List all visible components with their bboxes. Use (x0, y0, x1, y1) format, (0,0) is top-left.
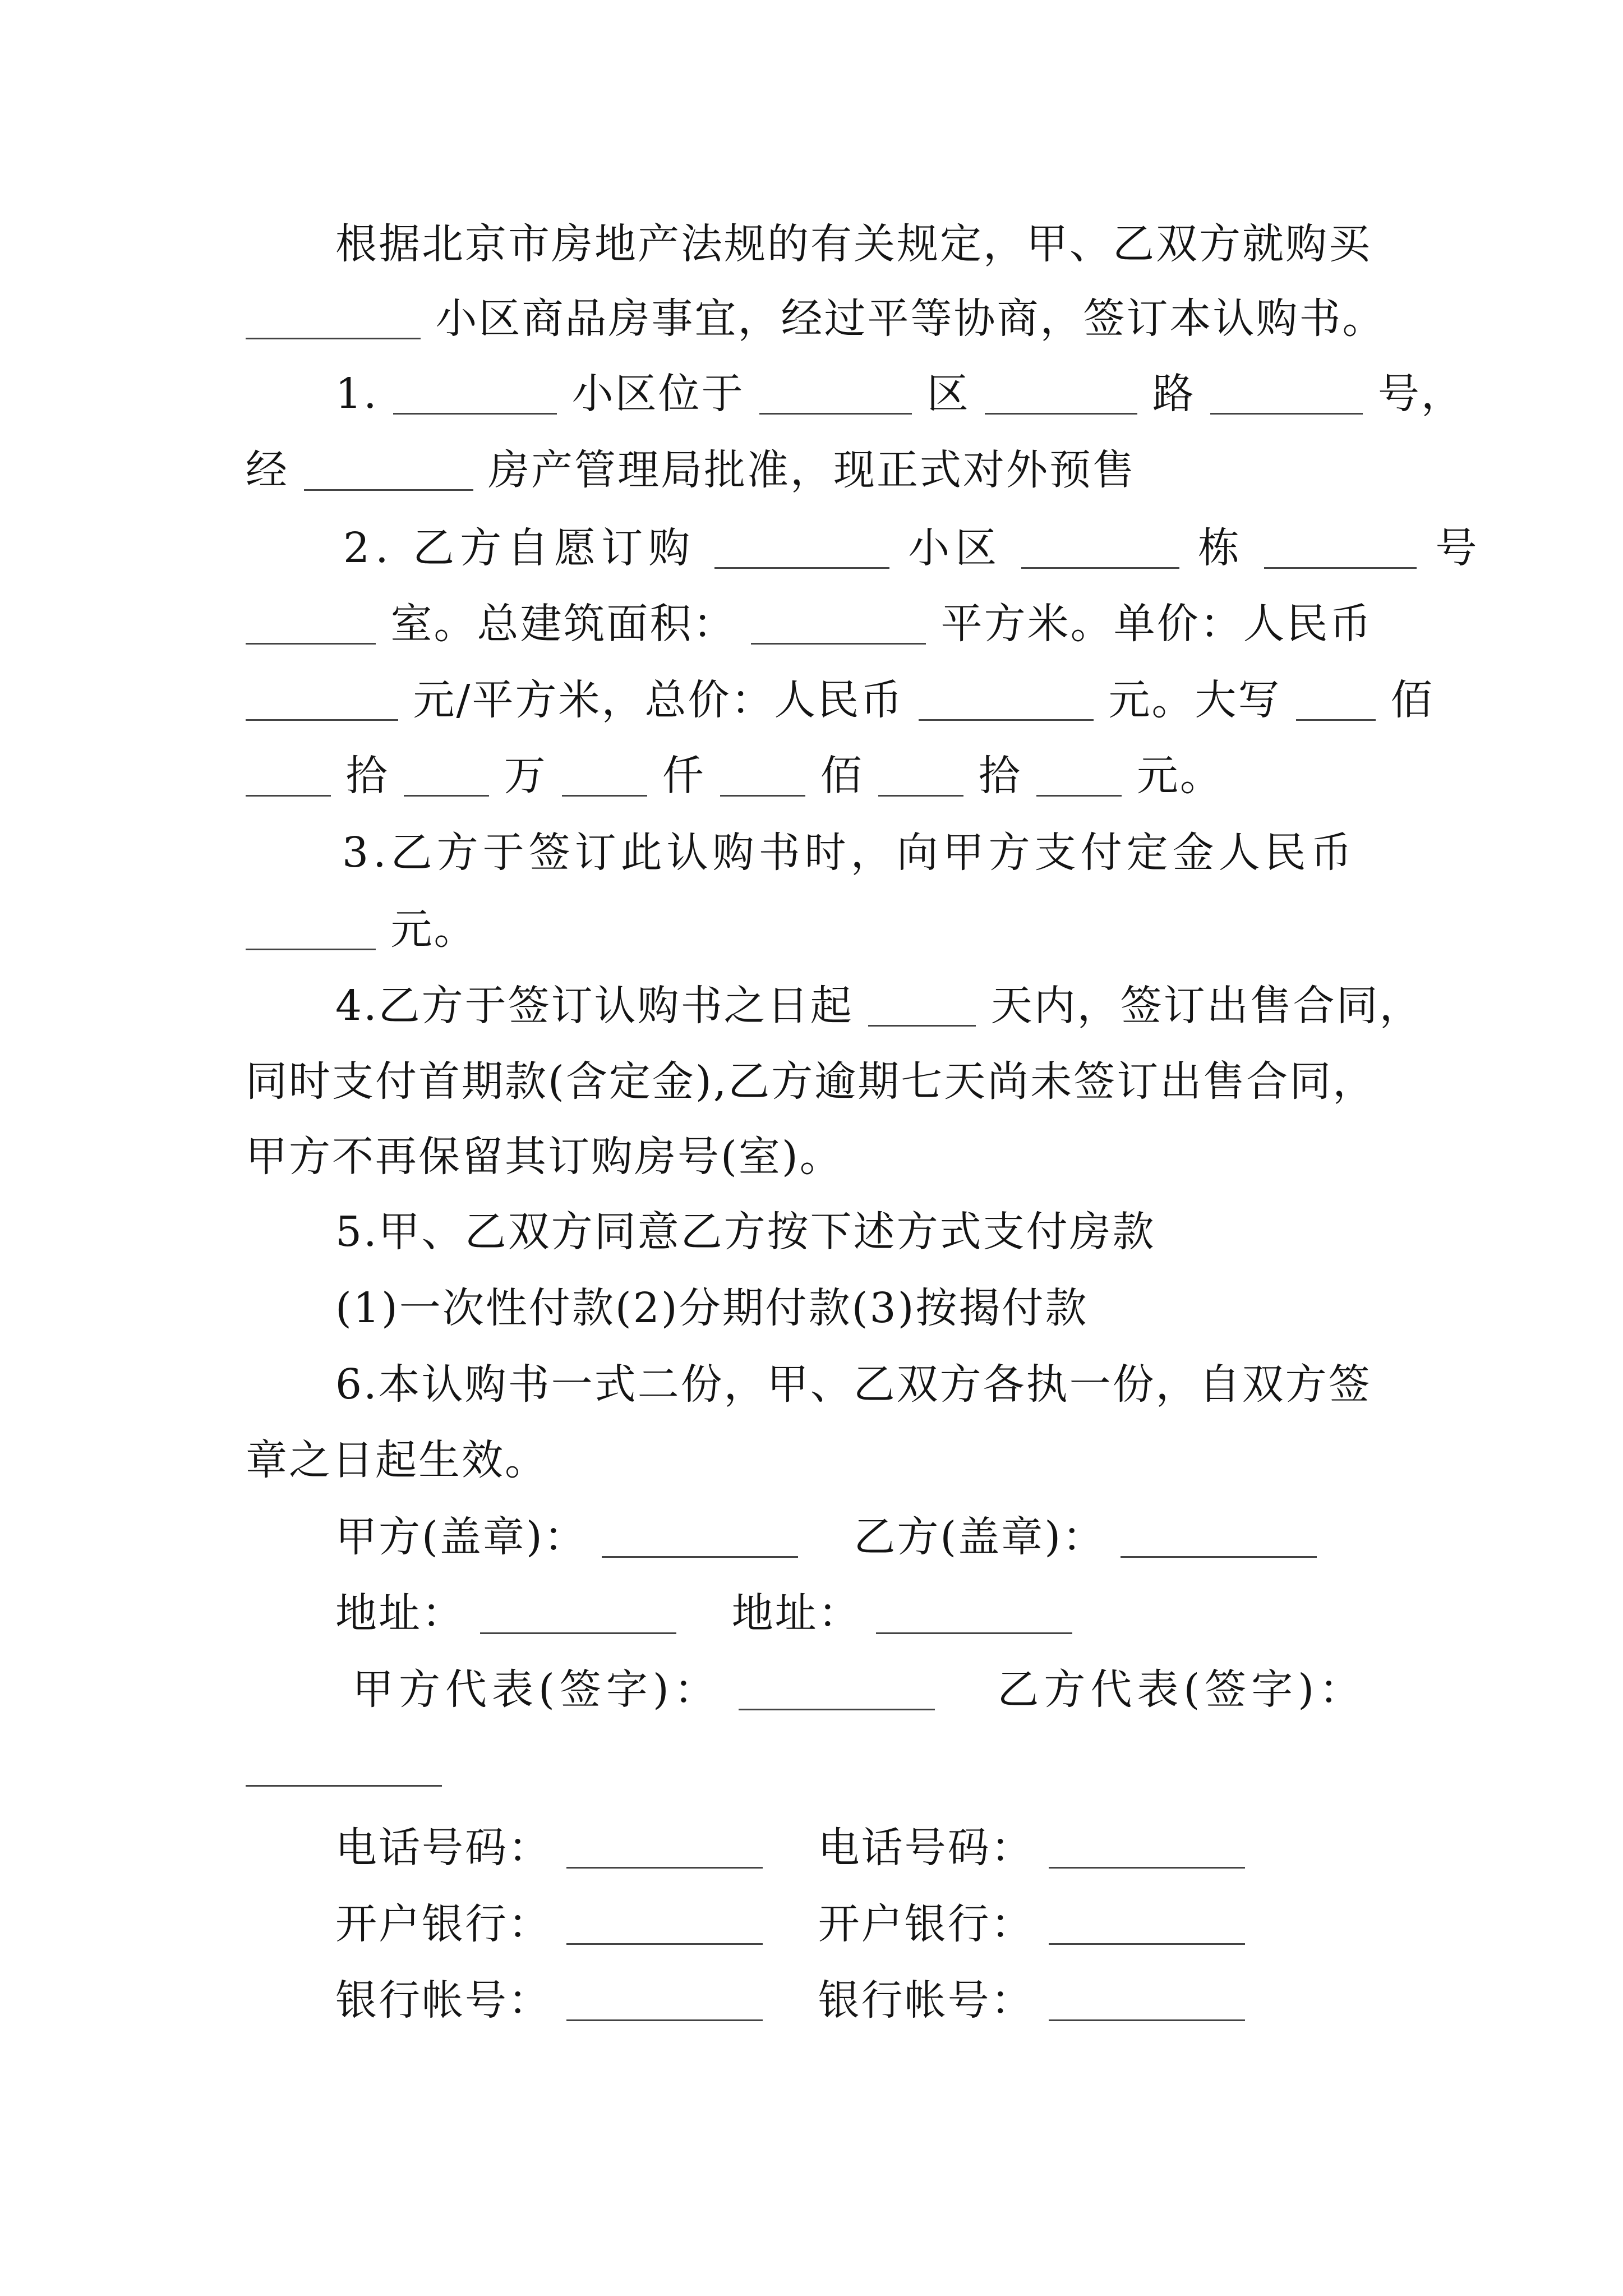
clause-2-capital-blank-2[interactable] (246, 754, 331, 797)
clause-2-room-blank[interactable] (246, 602, 376, 645)
clause-4-line-2 (246, 1053, 1376, 1110)
party-b-address-label: 地址： (731, 1589, 861, 1637)
clause-2-text-g: 元/平方米，总价：人民币 (413, 676, 904, 724)
party-b-phone-label: 电话号码： (818, 1824, 1034, 1872)
clause-2-text-i: 佰 (1390, 676, 1434, 724)
clause-2-unit-price-blank[interactable] (246, 679, 398, 721)
clause-2-capital-blank-3[interactable] (404, 754, 489, 797)
clause-1-text-f: 房产管理局批准，现正式对外预售 (488, 446, 1136, 494)
party-b-account-label: 银行帐号： (818, 1976, 1034, 2024)
clause-2-capital-blank-4[interactable] (562, 754, 647, 797)
community-name-blank[interactable] (246, 297, 421, 339)
party-b-seal-label: 乙方(盖章)： (854, 1513, 1106, 1561)
party-b-address-blank[interactable] (876, 1592, 1072, 1634)
clause-2-text-h: 元。大写 (1108, 676, 1281, 724)
clause-1-number: 1. (335, 370, 379, 418)
clause-1-community-blank[interactable] (393, 372, 557, 415)
clause-4-text-b: 天内，签订出售合同， (990, 982, 1423, 1030)
clause-2-community-blank[interactable] (714, 527, 889, 569)
party-a-phone-blank[interactable] (566, 1826, 763, 1869)
clause-2-text-e: 室。总建筑面积： (390, 600, 736, 648)
clause-2-line-4 (246, 748, 1223, 804)
intro-text-1: 根据北京市房地产法规的有关规定，甲、乙双方就购买 (335, 220, 1372, 268)
clause-1-line-2 (246, 442, 1136, 498)
clause-2-number: 2. (343, 524, 394, 572)
clause-4-text-2: 同时支付首期款(含定金),乙方逾期七天尚未签订出售合同， (246, 1057, 1376, 1106)
clause-2-line-2 (246, 596, 1373, 652)
party-b-bank-blank[interactable] (1049, 1903, 1245, 1945)
clause-2-text-b: 小区 (908, 524, 1003, 572)
clause-5-payment-options: (1)一次性付款(2)分期付款(3)按揭付款 (335, 1284, 1089, 1332)
clause-2-text-d: 号 (1435, 524, 1483, 572)
party-a-seal-blank[interactable] (602, 1516, 798, 1558)
clause-6-text-2: 章之日起生效。 (246, 1436, 548, 1484)
party-a-bank-label: 开户银行： (335, 1900, 551, 1948)
clause-1-text-e: 经 (246, 446, 289, 494)
party-a-rep-label: 甲方代表(签字)： (352, 1665, 721, 1714)
clause-1-text-b: 区 (926, 370, 970, 418)
clause-2-capital-blank-5[interactable] (720, 754, 805, 797)
clause-6-text-1: 6.本认购书一式二份，甲、乙双方各执一份，自双方签 (335, 1360, 1372, 1409)
intro-line-1 (335, 216, 1372, 272)
clause-1-text-d: 号， (1377, 370, 1464, 418)
clause-1-text-c: 路 (1152, 370, 1196, 418)
party-a-address-label: 地址： (335, 1589, 465, 1637)
intro-line-2 (246, 291, 1386, 347)
party-a-seal-label: 甲方(盖章)： (335, 1513, 587, 1561)
clause-2-text-j: 拾 (345, 752, 389, 800)
bank-row (335, 1896, 1245, 1952)
intro-text-2: 小区商品房事宜，经过平等协商，签订本认购书。 (435, 295, 1386, 343)
clause-1-number-blank[interactable] (1210, 372, 1363, 415)
party-a-rep-blank[interactable] (739, 1668, 935, 1710)
clause-4-text-a: 4.乙方于签订认购书之日起 (335, 982, 854, 1030)
clause-1-line-1 (335, 366, 1464, 422)
clause-1-district-blank[interactable] (759, 372, 912, 415)
seal-row (335, 1509, 1317, 1565)
clause-2-capital-blank-1[interactable] (1296, 679, 1376, 721)
clause-2-total-price-blank[interactable] (919, 679, 1094, 721)
party-b-seal-blank[interactable] (1121, 1516, 1317, 1558)
clause-2-text-f: 平方米。单价：人民币 (940, 600, 1373, 648)
clause-2-capital-blank-7[interactable] (1036, 754, 1122, 797)
clause-3-text-2: 元。 (390, 905, 477, 954)
clause-2-line-3 (246, 672, 1434, 728)
clause-2-text-l: 仟 (662, 752, 706, 800)
representative-row-2 (246, 1738, 442, 1794)
clause-2-text-m: 佰 (820, 752, 864, 800)
clause-5-line-1 (335, 1204, 1156, 1260)
clause-1-text-a: 小区位于 (571, 370, 745, 418)
address-row (335, 1585, 1072, 1641)
clause-5-text-1: 5.甲、乙双方同意乙方按下述方式支付房款 (335, 1208, 1156, 1256)
clause-2-area-blank[interactable] (751, 602, 926, 645)
clause-4-line-3 (246, 1129, 843, 1185)
party-a-phone-label: 电话号码： (335, 1824, 551, 1872)
clause-3-text-1: 3.乙方于签订此认购书时，向甲方支付定金人民币 (342, 829, 1357, 877)
clause-1-road-blank[interactable] (985, 372, 1137, 415)
clause-4-line-1 (335, 978, 1423, 1034)
clause-2-capital-blank-6[interactable] (878, 754, 963, 797)
clause-2-text-a: 乙方自愿订购 (413, 524, 696, 572)
party-b-phone-blank[interactable] (1049, 1826, 1245, 1869)
clause-6-line-2 (246, 1432, 548, 1488)
clause-4-days-blank[interactable] (868, 984, 976, 1027)
clause-2-text-o: 元。 (1136, 752, 1223, 800)
party-a-bank-blank[interactable] (566, 1903, 763, 1945)
clause-5-line-2 (335, 1280, 1088, 1336)
phone-row (335, 1820, 1245, 1876)
clause-3-line-2 (246, 901, 477, 958)
party-a-address-blank[interactable] (480, 1592, 676, 1634)
clause-1-authority-blank[interactable] (304, 449, 473, 491)
representative-row (352, 1662, 1366, 1718)
clause-3-deposit-blank[interactable] (246, 908, 376, 950)
clause-2-text-n: 拾 (978, 752, 1022, 800)
party-a-account-label: 银行帐号： (335, 1976, 551, 2024)
party-a-account-blank[interactable] (566, 1979, 763, 2021)
clause-2-unit-blank[interactable] (1264, 527, 1417, 569)
clause-2-text-c: 栋 (1198, 524, 1246, 572)
clause-6-line-1 (335, 1356, 1372, 1412)
party-b-rep-label: 乙方代表(签字)： (997, 1665, 1366, 1714)
account-row (335, 1972, 1245, 2028)
clause-4-text-3: 甲方不再保留其订购房号(室)。 (246, 1133, 843, 1181)
clause-3-line-1 (342, 825, 1357, 881)
clause-2-line-1 (343, 520, 1482, 576)
party-b-bank-label: 开户银行： (818, 1900, 1034, 1948)
clause-2-building-blank[interactable] (1021, 527, 1179, 569)
party-b-rep-blank[interactable] (246, 1745, 442, 1787)
party-b-account-blank[interactable] (1049, 1979, 1245, 2021)
clause-2-text-k: 万 (504, 752, 547, 800)
